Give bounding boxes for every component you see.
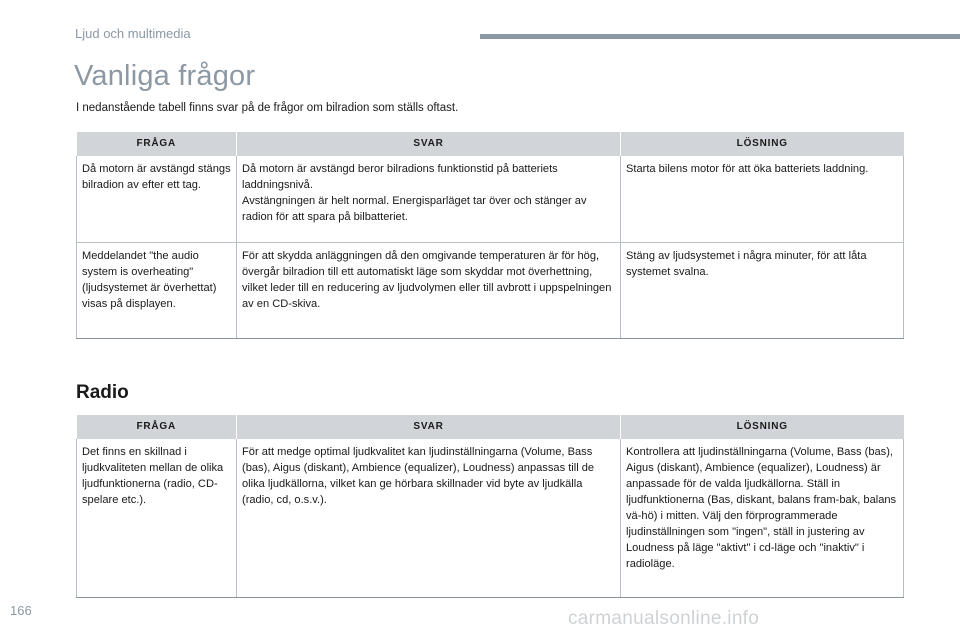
column-header-solution: LÖSNING <box>621 132 904 156</box>
question-cell: Meddelandet "the audio system is overheating" (ljudsystemet är överhettat) visas på displayen. <box>77 242 237 338</box>
column-header-answer: SVAR <box>237 415 621 439</box>
answer-cell: För att medge optimal ljudkvalitet kan ljudinställningarna (Volume, Bass (bas), Aigus (diskant), Ambience (equalizer), Loudness) anpassas till de olika ljudkällorna, vilket kan ge hörbara skillnader vid byte av ljudkälla (radio, cd, o.s.v.). <box>237 439 621 597</box>
table-header-row <box>77 415 904 439</box>
solution-cell: Stäng av ljudsystemet i några minuter, för att låta systemet svalna. <box>621 242 904 338</box>
answer-cell: För att skydda anläggningen då den omgivande temperaturen är för hög, övergår bilradion till ett automatiskt läge som skyddar mot överhettning, vilket leder till en reducering av ljudvolymen eller till avbrott i uppspelningen av en CD-skiva. <box>237 242 621 338</box>
page-title: Vanliga frågor <box>74 60 256 92</box>
section-header: Ljud och multimedia <box>75 26 191 41</box>
solution-cell: Starta bilens motor för att öka batteriets laddning. <box>621 156 904 242</box>
intro-text: I nedanstående tabell finns svar på de frågor om bilradion som ställs oftast. <box>76 102 459 114</box>
answer-cell <box>237 156 621 242</box>
section-heading-radio: Radio <box>76 382 129 403</box>
column-header-solution: LÖSNING <box>621 415 904 439</box>
solution-cell: Kontrollera att ljudinställningarna (Volume, Bass (bas), Aigus (diskant), Ambience (equalizer), Loudness) är anpassade för de valda ljudkällorna. Ställ in ljudfunktionerna (Bas, diskant, balans fram-bak, balans vä-hö) i mitten. Välj den förprogrammerade ljudinställningen som "ingen", ställ in justering av Loudness på läge "aktivt" i cd-läge och "inaktiv" i radioläge. <box>621 439 904 597</box>
column-header-question: FRÅGA <box>77 415 237 439</box>
answer-text: Då motorn är avstängd beror bilradions funktionstid på batteriets laddningsnivå. Avstängningen är helt normal. Energisparläget tar över och stänger av radion för att spara på bilbatteriet. <box>242 163 587 223</box>
table-row <box>77 242 904 338</box>
question-cell: Det finns en skillnad i ljudkvaliteten mellan de olika ljudfunktionerna (radio, CD-spelare etc.). <box>77 439 237 597</box>
column-header-question: FRÅGA <box>77 132 237 156</box>
radio-faq-table <box>76 415 904 598</box>
table-header-row <box>77 132 904 156</box>
faq-table <box>76 132 904 339</box>
question-cell: Då motorn är avstängd stängs bilradion av efter ett tag. <box>77 156 237 242</box>
table-row <box>77 156 904 242</box>
watermark: carmanualsonline.info <box>568 608 760 629</box>
page-number: 166 <box>10 603 32 618</box>
header-bar <box>480 34 960 39</box>
column-header-answer: SVAR <box>237 132 621 156</box>
table-row <box>77 439 904 597</box>
